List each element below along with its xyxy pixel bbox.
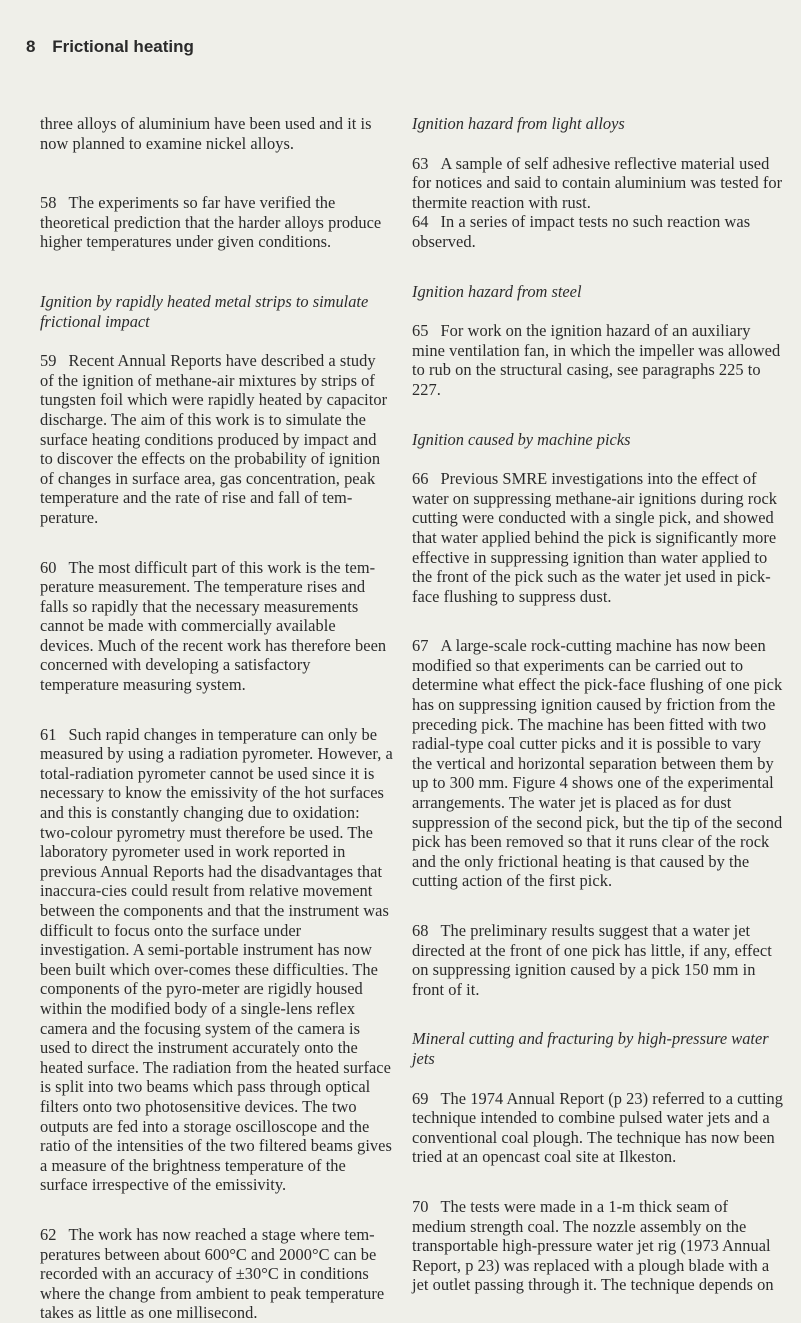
paragraph-number: 66: [412, 469, 429, 489]
paragraph-number: 65: [412, 321, 429, 341]
paragraph-number: 63: [412, 153, 429, 173]
paragraph-continued: three alloys of aluminium have been used and it is now planned to examine nickel alloys.: [40, 114, 372, 153]
paragraph-68: [412, 921, 784, 999]
paragraph-number: 60: [40, 557, 57, 577]
paragraph-number: 59: [40, 351, 57, 371]
paragraph-65: [412, 321, 784, 399]
paragraph-number: 69: [412, 1088, 429, 1108]
section-heading-machine-picks: Ignition caused by machine picks: [412, 429, 631, 449]
paragraph-number: 62: [40, 1224, 57, 1244]
section-heading-water-jets: Mineral cutting and fracturing by high-pressure water jets: [412, 1029, 769, 1068]
paragraph-number: 58: [40, 193, 57, 213]
paragraph-text: Previous SMRE investigations into the effect of water on suppressing methane-air ignitions during rock cutting were conducted with a single pick, and showed that water applied behind the pick is significantly more effective in suppressing ignition than water applied to the front of the pick such as the water jet used in pick-face flushing to suppress dust.: [412, 469, 778, 606]
chapter-number: 8: [26, 37, 36, 56]
paragraph-number: 61: [40, 724, 57, 744]
chapter-title: Frictional heating: [52, 37, 194, 56]
paragraph-59: [40, 351, 393, 527]
paragraph-number: 64: [412, 212, 429, 232]
paragraph-text: The preliminary results suggest that a water jet directed at the front of one pick has little, if any, effect on suppressing ignition caused by a pick 150 mm in front of it.: [412, 921, 772, 999]
paragraph-text: Such rapid changes in temperature can only be measured by using a radiation pyrometer. However, a total-radiation pyrometer cannot be used since it is necessary to know the emissivity of the hot surfaces and this is constantly changing due to oxidation: two-colour pyrometry must therefore be used. The laboratory pyrometer used in work reported in previous Annual Reports had the disadvantages that inaccura-cies could result from relative movement between the components and that the instrument was difficult to focus onto the surface under investigation. A semi-portable instrument has now been built which over-comes these difficulties. The components of the pyro-meter are rigidly housed within the modified body of a single-lens reflex camera and the focusing system of the camera is used to direct the instrument accurately onto the heated surface. The radiation from the heated surface is split into two beams which pass through optical filters onto two photosensitive devices. The two outputs are fed into a storage oscilloscope and the ratio of the intensities of the two filtered beams gives a measure of the brightness temperature of the surface irrespective of the emissivity.: [40, 724, 393, 1195]
paragraph-number: 70: [412, 1196, 429, 1216]
page-header: [26, 37, 194, 57]
paragraph-number: 68: [412, 921, 429, 940]
paragraph-62: [40, 1225, 393, 1323]
paragraph-text: A large-scale rock-cutting machine has now been modified so that experiments can be carried out to determine what effect the pick-face flushing of one pick has on suppressing ignition caused by friction from the preceding pick. The machine has been fitted with two radial-type coal cutter picks and it is possible to vary the vertical and horizontal separation between them by up to 300 mm. Figure 4 shows one of the experimental arrangements. The water jet is placed as for dust suppression of the second pick, but the tip of the second pick has been removed so that it runs clear of the rock and the only frictional heating is that caused by the cutting action of the first pick.: [412, 636, 783, 891]
section-heading-light-alloys: Ignition hazard from light alloys: [412, 114, 625, 133]
paragraph-text: In a series of impact tests no such reaction was observed.: [412, 212, 751, 251]
paragraph-text: The 1974 Annual Report (p 23) referred to a cutting technique intended to combine pulsed water jets and a conventional coal plough. The technique has now been tried at an opencast coal site at Ilkeston.: [412, 1088, 784, 1167]
paragraph-text: For work on the ignition hazard of an auxiliary mine ventilation fan, in which the impeller was allowed to rub on the structural casing, see paragraphs 225 to 227.: [412, 321, 781, 399]
paragraph-text: The tests were made in a 1-m thick seam of medium strength coal. The nozzle assembly on the transportable high-pressure water jet rig (1973 Annual Report, p 23) was replaced with a plough blade with a jet outlet passing through it. The technique depends on: [412, 1196, 774, 1295]
paragraph-number: 67: [412, 636, 429, 656]
paragraph-text: The work has now reached a stage where tem-peratures between about 600°C and 2000°C can be recorded with an accuracy of ±30°C in conditions where the change from ambient to peak temperature takes as little as one millisecond.: [40, 1224, 385, 1323]
paragraph-text: Recent Annual Reports have described a study of the ignition of methane-air mixtures by strips of tungsten foil which were rapidly heated by capacitor discharge. The aim of this work is to simulate the surface heating conditions produced by impact and to discover the effects on the probability of ignition of changes in surface area, gas concentration, peak temperature and the rate of rise and fall of tem-perature.: [40, 351, 388, 527]
paragraph-63: [412, 154, 784, 213]
paragraph-67: [412, 636, 784, 891]
left-column: [40, 114, 393, 1323]
paragraph-70: [412, 1197, 784, 1295]
paragraph-61: [40, 725, 393, 1195]
section-heading-metal-strips: Ignition by rapidly heated metal strips to simulate frictional impact: [40, 291, 369, 331]
paragraph-text: The most difficult part of this work is the tem-perature measurement. The temperature rises and falls so rapidly that the necessary measurements cannot be made with commercially available devices. Much of the recent work has therefore been concerned with developing a satisfactory temperature measuring system.: [40, 557, 387, 695]
paragraph-66: [412, 469, 784, 606]
right-column: [412, 114, 784, 1295]
paragraph-text: The experiments so far have verified the theoretical prediction that the harder alloys produce higher temperatures under given conditions.: [40, 193, 382, 252]
paragraph-text: A sample of self adhesive reflective material used for notices and said to contain aluminium was tested for thermite reaction with rust.: [412, 153, 783, 212]
section-heading-steel: Ignition hazard from steel: [412, 281, 582, 301]
paragraph-58: [40, 193, 393, 252]
paragraph-64: [412, 212, 784, 251]
paragraph-69: [412, 1089, 784, 1167]
paragraph-60: [40, 558, 393, 695]
